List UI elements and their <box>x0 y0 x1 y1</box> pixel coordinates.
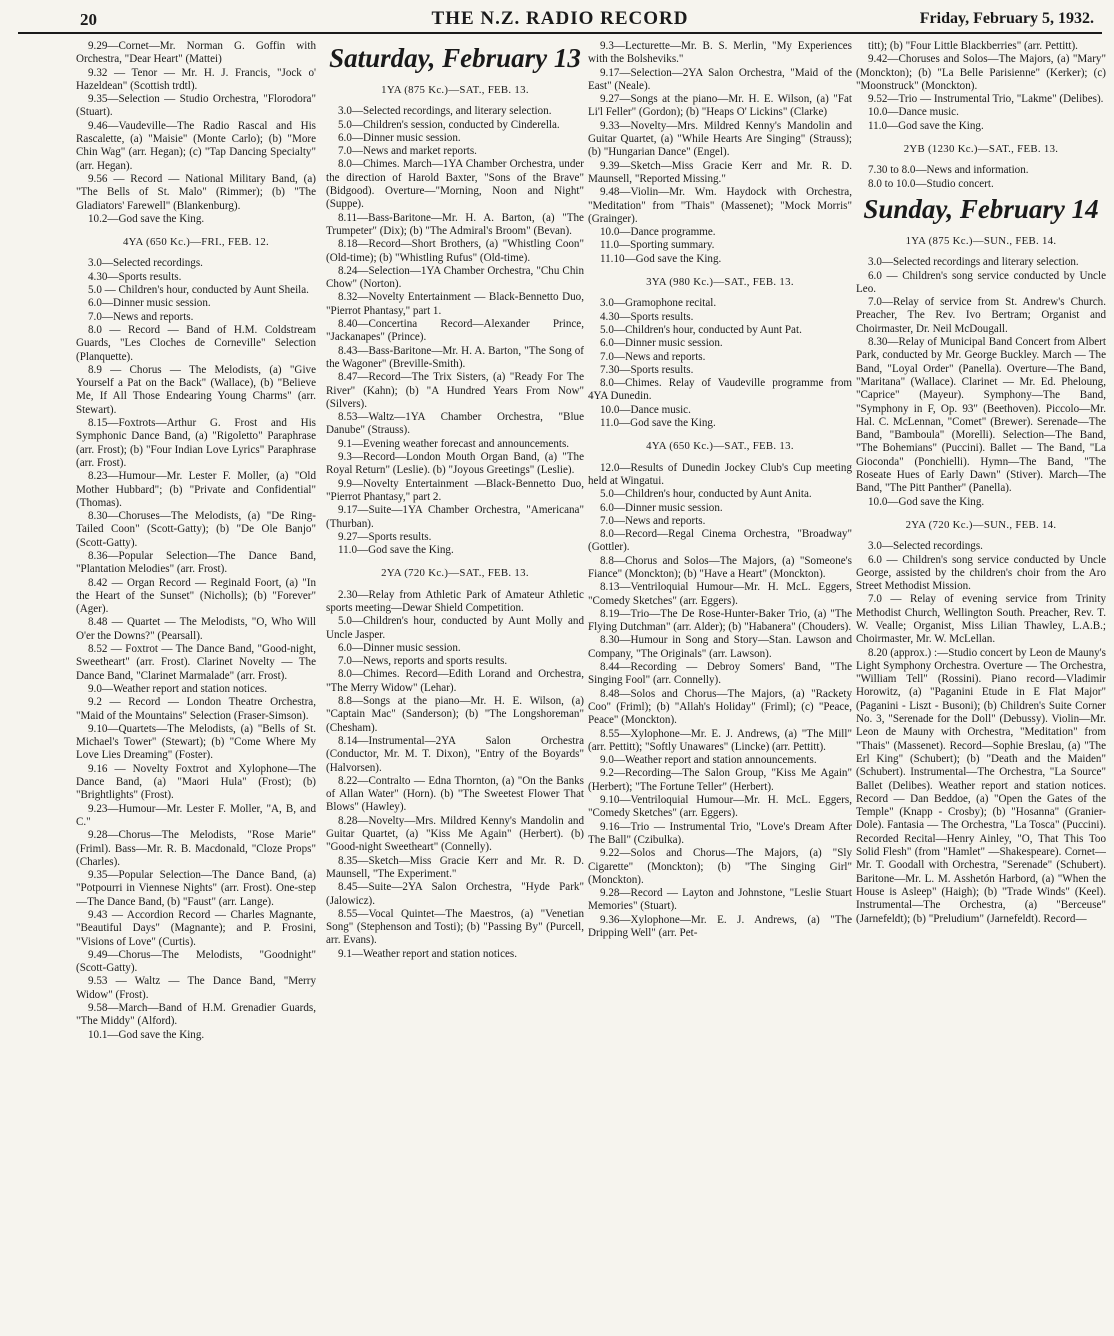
station-heading: 2YB (1230 Kc.)—SAT., FEB. 13. <box>903 143 1059 156</box>
program-item: 8.15—Foxtrots—Arthur G. Frost and His Symphonic Dance Band, (a) "Rigoletto" Paraphrase (arr. Frost); (b) "Four Indian Love Lyrics" Paraphrase (arr. Frost). <box>76 417 316 469</box>
program-item: 7.0—Relay of service from St. Andrew's Church. Preacher, The Rev. Ivo Bertram; Organist and Choirmaster, Dr. Neil McDougall. <box>856 296 1106 335</box>
program-item: 9.27—Sports results. <box>338 530 432 543</box>
program-item: titt); (b) "Four Little Blackberries" (arr. Pettitt). <box>868 40 1078 52</box>
program-item: 6.0 — Children's song service conducted by Uncle Leo. <box>856 269 1106 295</box>
program-item: 9.0—Weather report and station announcements. <box>600 754 817 767</box>
program-item: 9.35—Popular Selection—The Dance Band, (a) "Potpourri in Viennese Nights" (arr. Frost). One-step—The Dance Band, (b) "Faust" (arr. Lange). <box>76 869 316 908</box>
program-item: 7.30—Sports results. <box>600 363 694 376</box>
program-item: 8.23—Humour—Mr. Lester F. Moller, (a) "Old Mother Hubbard"; (b) "Private and Confidential" (Thomas). <box>76 470 316 509</box>
program-item: 8.20 (approx.) :—Studio concert by Leon de Mauny's Light Symphony Orchestra. Overture — The Orchestra, "William Tell" (Rossini). Piano record—Vladimir Horowitz, (a) "Paganini Etude in E Flat Major" (Paganini - Liszt - Busoni); (b) Children's Suite Corner No. 3, "Serenade for the Doll" (Debussy). Violin—Mr. Leon de Mauny with Orchestra, "Meditation" from "Thais" (Massenet). Record—Sophie Breslau, (a) "The Erl King" (Schubert); (b) "Death and the Maiden" (Schubert). Instrumental—The Orchestra, "La Source" Ballet (Delibes). Weather report and station notices. Record — Dan Beddoe, (a) "Open the Gates of the Temple" (Knapp - Crosby); (b) "Hosanna" (Granier-Dole). Fantasia — The Orchestra, "La Tosca" (Puccini). Recorded Recital—Henry Ainley, "O, That This Too Solid Flesh" (from "Hamlet" —Shakespeare). Cornet—Mr. T. Goodall with Orchestra, "Serenade" (Schubert). Baritone—Mr. L. M. Asshetón Harbord, (a) "When the House is Asleep" (Haigh); (b) "Trade Winds" (Keel). Instrumental—The Orchestra, (a) "Berceuse" (Jarnefeldt); (b) "Preludium" (Jarnefeldt). Record— <box>856 646 1106 925</box>
program-item: 8.9 — Chorus — The Melodists, (a) "Give Yourself a Pat on the Back" (Wallace), (b) "Believe Me, If All Those Endearing Young Charms" (arr. Stewart). <box>76 363 316 416</box>
program-item: 8.52 — Foxtrot — The Dance Band, "Good-night, Sweetheart" (arr. Frost). Clarinet Novelty — The Dance Band, "Clarinet Marmalade" (arr. Frost). <box>76 643 316 682</box>
program-item: 8.35—Sketch—Miss Gracie Kerr and Mr. R. D. Maunsell, "The Experiment." <box>326 854 584 880</box>
issue-date: Friday, February 5, 1932. <box>919 10 1094 27</box>
program-item: 5.0—Children's hour, conducted by Aunt Anita. <box>600 488 812 501</box>
program-item: 8.36—Popular Selection—The Dance Band, "Plantation Melodies" (arr. Frost). <box>76 549 316 576</box>
program-item: 10.0—Dance music. <box>600 403 691 416</box>
program-list <box>588 462 852 941</box>
program-item: 6.0—Dinner music session. <box>600 501 723 514</box>
program-item: 8.13—Ventriloquial Humour—Mr. H. McL. Eggers, "Comedy Sketches" (arr. Eggers). <box>588 581 852 607</box>
masthead <box>18 6 1102 34</box>
program-list <box>856 256 1106 509</box>
program-item: 9.28—Chorus—The Melodists, "Rose Marie" (Friml). Bass—Mr. R. B. Macdonald, "Cloze Props" (Charles). <box>76 829 316 868</box>
program-item: 8.45—Suite—2YA Salon Orchestra, "Hyde Park" (Jalowicz). <box>326 881 584 907</box>
program-item: 7.0—News, reports and sports results. <box>338 655 508 668</box>
program-item: 9.35—Selection — Studio Orchestra, "Florodora" (Stuart). <box>76 93 316 119</box>
program-item: 8.40—Concertina Record—Alexander Prince, "Jackanapes" (Prince). <box>326 318 584 344</box>
program-item: 10.0—God save the King. <box>868 495 985 508</box>
program-item: 9.48—Violin—Mr. Wm. Haydock with Orchestra, "Meditation" from "Thais" (Massenet); "Mock Morris" (Grainger). <box>588 186 852 225</box>
program-item: 5.0—Children's hour, conducted by Aunt Molly and Uncle Jasper. <box>326 615 584 641</box>
program-item: 9.2—Recording—The Salon Group, "Kiss Me Again" (Herbert); "The Fortune Teller" (Herbert). <box>588 767 852 793</box>
program-item: 8.32—Novelty Entertainment — Black-Bennetto Duo, "Pierrot Phantasy," part 1. <box>326 291 584 317</box>
program-item: 9.1—Evening weather forecast and announcements. <box>338 437 570 450</box>
program-item: 9.27—Songs at the piano—Mr. H. E. Wilson, (a) "Fat Li'l Feller" (Gordon); (b) "Heaps O' Lickins" (Clarke) <box>588 93 852 119</box>
publication-title: THE N.Z. RADIO RECORD <box>431 8 689 29</box>
program-item: 10.1—God save the King. <box>88 1028 205 1041</box>
program-item: 4.30—Sports results. <box>88 270 182 283</box>
program-item: 8.30—Choruses—The Melodists, (a) "De Ring-Tailed Coon" (Scott-Gatty); (b) "De Ole Banjo" (Scott-Gatty). <box>76 510 316 549</box>
program-item: 7.0—News and reports. <box>88 310 194 323</box>
program-item: 8.30—Relay of Municipal Band Concert from Albert Park, conducted by Mr. George Buckley. March — The Band, "Loyal Order" (Panella). Overture—The Band, "Maritana" (Wallace). Clarinet — Mr. Ed. Pheloung, "Caprice" (Mayeur). Symphony—The Band, "Symphony in F, Op. 93" (Beethoven). Piccolo—Mr. Hal. C. McLennan, "Comet" (Brewer). Serenade—The Band, "Bamboula" (Morelli). Selection—The Band, "The Bohemians" (Puccini). Ballet — The Band, "La Gioconda" (Ponchielli). Hymn—The Band, "The Roseate Hues of Early Dawn" (Stiver). March—The Band, "The Pitt Panther" (Panella). <box>856 336 1106 495</box>
program-item: 9.1—Weather report and station notices. <box>338 947 518 960</box>
program-item: 8.11—Bass-Baritone—Mr. H. A. Barton, (a) "The Trumpeter" (Dix); (b) "The Admiral's Broom" (Bevan). <box>326 211 584 237</box>
program-item: 9.29—Cornet—Mr. Norman G. Goffin with Orchestra, "Dear Heart" (Mattei) <box>76 40 316 66</box>
station-heading: 1YA (875 Kc.)—SAT., FEB. 13. <box>381 84 529 96</box>
station-heading: 2YA (720 Kc.)—SUN., FEB. 14. <box>905 518 1057 531</box>
program-item: 9.2 — Record — London Theatre Orchestra, "Maid of the Mountains" Selection (Fraser-Simson). <box>76 696 316 722</box>
program-list <box>856 540 1106 926</box>
program-item: 11.0—Sporting summary. <box>600 239 715 252</box>
program-item: 6.0—Dinner music session. <box>88 297 211 310</box>
program-item: 8.30—Humour in Song and Story—Stan. Lawson and Company, "The Originals" (arr. Lawson). <box>588 634 852 660</box>
program-item: 6.0—Dinner music session. <box>338 641 461 654</box>
page-number: 20 <box>80 10 97 29</box>
program-item: 6.0—Dinner music session. <box>600 337 723 350</box>
program-item: 2.30—Relay from Athletic Park of Amateur Athletic sports meeting—Dewar Shield Competition. <box>326 588 584 614</box>
program-item: 10.2—God save the King. <box>88 212 205 225</box>
program-list <box>588 297 852 430</box>
program-item: 8.42 — Organ Record — Reginald Foort, (a) "In the Heart of the Sunset" (Nicholls); (b) "Forever" (Ager). <box>76 576 316 616</box>
station-heading: 4YA (650 Kc.)—SAT., FEB. 13. <box>646 440 794 453</box>
program-item: 9.16 — Novelty Foxtrot and Xylophone—The Dance Band, (a) "Maori Hula" (Frost); (b) "Brightlights" (Frost). <box>76 762 316 802</box>
program-item: 6.0—Dinner music session. <box>338 131 461 144</box>
program-item: 9.53 — Waltz — The Dance Band, "Merry Widow" (Frost). <box>76 975 316 1001</box>
station-heading: 2YA (720 Kc.)—SAT., FEB. 13. <box>381 567 529 580</box>
program-item: 8.24—Selection—1YA Chamber Orchestra, "Chu Chin Chow" (Norton). <box>326 264 584 291</box>
program-item: 4.30—Sports results. <box>600 310 694 323</box>
program-item: 5.0 — Children's hour, conducted by Aunt Sheila. <box>88 284 309 297</box>
program-item: 7.30 to 8.0—News and information. <box>868 164 1029 177</box>
program-item: 8.0—Chimes. Relay of Vaudeville programme from 4YA Dunedin. <box>588 377 852 403</box>
program-item: 5.0—Children's session, conducted by Cinderella. <box>338 118 560 131</box>
program-item: 9.36—Xylophone—Mr. E. J. Andrews, (a) "The Dripping Well" (arr. Pet- <box>588 913 852 939</box>
program-list <box>856 164 1106 191</box>
program-item: 3.0—Selected recordings. <box>868 540 983 553</box>
program-item: 8.53—Waltz—1YA Chamber Orchestra, "Blue Danube" (Strauss). <box>326 411 584 437</box>
program-item: 9.17—Suite—1YA Chamber Orchestra, "Americana" (Thurban). <box>326 504 584 530</box>
program-item: 9.0—Weather report and station notices. <box>88 682 268 695</box>
program-item: 7.0—News and reports. <box>600 350 706 363</box>
program-list <box>588 40 852 266</box>
program-item: 9.42—Choruses and Solos—The Majors, (a) "Mary" (Monckton); (b) "La Belle Parisienne" (Kerker); (c) "Moonstruck" (Monckton). <box>856 53 1106 92</box>
program-item: 3.0—Selected recordings, and literary selection. <box>338 105 552 118</box>
program-item: 7.0—News and reports. <box>600 514 706 527</box>
program-item: 6.0 — Children's song service conducted by Uncle George, assisted by the children's choir from the Aro Street Methodist Mission. <box>856 553 1106 593</box>
program-item: 8.19—Trio—The De Rose-Hunter-Baker Trio, (a) "The Flying Dutchman" (arr. Alder); (b) "Habanera" (Chouders). <box>588 607 852 634</box>
program-item: 9.10—Quartets—The Melodists, (a) "Bells of St. Michael's Tower" (Stewart); (b) "Come Where My Love Lies Dreaming" (Foster). <box>76 722 316 762</box>
program-item: 9.3—Lecturette—Mr. B. S. Merlin, "My Experiences with the Bolsheviks." <box>588 40 852 66</box>
program-item: 8.47—Record—The Trix Sisters, (a) "Ready For The River" (Kahn); (b) "A Hundred Years From Now" (Silvers). <box>326 371 584 410</box>
program-list <box>326 105 584 557</box>
program-item: 9.28—Record — Layton and Johnstone, "Leslie Stuart Memories" (Stuart). <box>588 887 852 913</box>
program-item: 9.56 — Record — National Military Band, (a) "The Bells of St. Malo" (Rimmer); (b) "The Gladiators' Farewell" (Blankenburg). <box>76 172 316 212</box>
program-list <box>326 589 584 961</box>
program-item: 8.14—Instrumental—2YA Salon Orchestra (Conductor, Mr. M. T. Dixon), "Entry of the Boyards" (Halvorsen). <box>326 734 584 774</box>
station-heading: 1YA (875 Kc.)—SUN., FEB. 14. <box>905 234 1057 247</box>
program-item: 9.33—Novelty—Mrs. Mildred Kenny's Mandolin and Guitar Quartet, (a) "While Hearts Are Singing" (Strauss); (b) "Hungarian Dance" (Engel). <box>588 119 852 159</box>
program-item: 8.22—Contralto — Edna Thornton, (a) "On the Banks of Allan Water" (Horn). (b) "The Sweetest Flower That Blows" (Hawley). <box>326 774 584 814</box>
day-heading: Saturday, February 13 <box>329 43 581 73</box>
station-heading: 3YA (980 Kc.)—SAT., FEB. 13. <box>646 276 794 289</box>
program-item: 8.8—Chorus and Solos—The Majors, (a) "Someone's Fiance" (Monckton); (b) "Have a Heart" (Monckton). <box>588 554 852 580</box>
program-item: 8.28—Novelty—Mrs. Mildred Kenny's Mandolin and Guitar Quartet, (a) "Kiss Me Again" (Herbert). (b) "Good-night Sweetheart" (Connelly). <box>326 814 584 854</box>
program-item: 8.43—Bass-Baritone—Mr. H. A. Barton, "The Song of the Wagoner" (Breville-Smith). <box>326 344 584 370</box>
column-4 <box>856 40 1106 1330</box>
program-item: 8.48—Solos and Chorus—The Majors, (a) "Rackety Coo" (Friml); (b) "Allah's Holiday" (Friml); (c) "Peace, Peace" (Monckton). <box>588 687 852 727</box>
program-list <box>856 40 1106 133</box>
program-item: 11.10—God save the King. <box>600 252 722 265</box>
day-heading: Sunday, February 14 <box>863 193 1099 224</box>
program-item: 5.0—Children's hour, conducted by Aunt Pat. <box>600 323 802 336</box>
program-item: 8.0 to 10.0—Studio concert. <box>868 177 994 190</box>
program-item: 8.18—Record—Short Brothers, (a) "Whistling Coon" (Old-time); (b) "Whistling Rufus" (Old-time). <box>326 238 584 264</box>
program-item: 9.58—March—Band of H.M. Grenadier Guards, "The Middy" (Alford). <box>76 1002 316 1028</box>
program-item: 8.0 — Record — Band of H.M. Coldstream Guards, "Les Cloches de Corneville" Selection (Planquette). <box>76 323 316 363</box>
program-item: 9.49—Chorus—The Melodists, "Goodnight" (Scott-Gatty). <box>76 948 316 975</box>
program-item: 9.17—Selection—2YA Salon Orchestra, "Maid of the East" (Neale). <box>588 66 852 92</box>
column-1 <box>76 40 316 1330</box>
station-heading: 4YA (650 Kc.)—FRI., FEB. 12. <box>122 236 270 249</box>
program-item: 11.0—God save the King. <box>868 119 984 132</box>
program-item: 9.16—Trio — Instrumental Trio, "Love's Dream After The Ball" (Czibulka). <box>588 820 852 846</box>
program-item: 12.0—Results of Dunedin Jockey Club's Cup meeting held at Wingatui. <box>588 461 852 487</box>
program-list <box>76 40 316 226</box>
program-item: 10.0—Dance programme. <box>600 226 716 239</box>
program-list <box>76 257 316 1042</box>
program-item: 9.43 — Accordion Record — Charles Magnante, "Beautiful Days" (Magnante); and P. Frosini, "Visions of Love" (Curtis). <box>76 909 316 948</box>
program-item: 3.0—Selected recordings and literary selection. <box>868 256 1079 269</box>
program-item: 8.0—Chimes. Record—Edith Lorand and Orchestra, "The Merry Widow" (Lehar). <box>326 668 584 694</box>
program-item: 8.44—Recording — Debroy Somers' Band, "The Singing Fool" (arr. Connelly). <box>588 661 852 687</box>
program-item: 10.0—Dance music. <box>868 106 959 119</box>
program-item: 8.8—Songs at the piano—Mr. H. E. Wilson, (a) "Captain Mac" (Sanderson); (b) "The Longshoreman" (Chesham). <box>326 695 584 734</box>
program-item: 9.46—Vaudeville—The Radio Rascal and His Rascalette, (a) "Maisie" (Monte Carlo); (b) "More Chin Wag" (arr. Hegan); (c) "Tap Dancing Specialty" (arr. Hegan). <box>76 119 316 172</box>
program-item: 8.0—Record—Regal Cinema Orchestra, "Broadway" (Gottler). <box>588 528 852 554</box>
program-item: 9.23—Humour—Mr. Lester F. Moller, "A, B, and C." <box>76 802 316 828</box>
program-item: 8.55—Vocal Quintet—The Maestros, (a) "Venetian Song" (Stephenson and Tosti); (b) "Passing By" (Purcell, arr. Evans). <box>326 907 584 947</box>
program-item: 7.0—News and market reports. <box>338 145 477 158</box>
program-item: 9.39—Sketch—Miss Gracie Kerr and Mr. R. D. Maunsell, "Reported Missing." <box>588 159 852 185</box>
column-3 <box>588 40 852 1330</box>
program-item: 11.0—God save the King. <box>338 544 454 557</box>
program-item: 8.55—Xylophone—Mr. E. J. Andrews, (a) "The Mill" (arr. Pettitt); "Softly Unawares" (Lincke) (arr. Pettitt). <box>588 727 852 753</box>
program-item: 3.0—Selected recordings. <box>88 257 203 270</box>
program-item: 7.0 — Relay of evening service from Trinity Methodist Church, Wellington South. Preacher, Rev. T. W. Vealle; Organist, Miss Lilian Thawley, L.A.B.; Choirmaster, Mr. W. McLellan. <box>856 593 1106 646</box>
program-item: 9.22—Solos and Chorus—The Majors, (a) "Sly Cigarette" (Monckton); (b) "The Singing Girl" (Monckton). <box>588 847 852 886</box>
program-item: 8.48 — Quartet — The Melodists, "O, Who Will O'er the Downs?" (Pearsall). <box>76 616 316 642</box>
program-item: 9.32 — Tenor — Mr. H. J. Francis, "Jock o' Hazeldean" (Scottish trdtl). <box>76 66 316 92</box>
program-item: 9.9—Novelty Entertainment —Black-Bennetto Duo, "Pierrot Phantasy," part 2. <box>326 477 584 503</box>
program-item: 9.3—Record—London Mouth Organ Band, (a) "The Royal Return" (Leslie). (b) "Joyous Greetings" (Leslie). <box>326 451 584 477</box>
program-item: 3.0—Gramophone recital. <box>600 297 717 310</box>
program-item: 11.0—God save the King. <box>600 417 716 430</box>
program-item: 9.10—Ventriloquial Humour—Mr. H. McL. Eggers, "Comedy Sketches" (arr. Eggers). <box>588 794 852 820</box>
column-2 <box>326 40 584 1330</box>
program-item: 8.0—Chimes. March—1YA Chamber Orchestra, under the direction of Harold Baxter, "Sons of the Brave" (Bidgood). Overture—"Morning, Noon and Night" (Suppe). <box>326 158 584 211</box>
program-item: 9.52—Trio — Instrumental Trio, "Lakme" (Delibes). <box>868 93 1104 106</box>
